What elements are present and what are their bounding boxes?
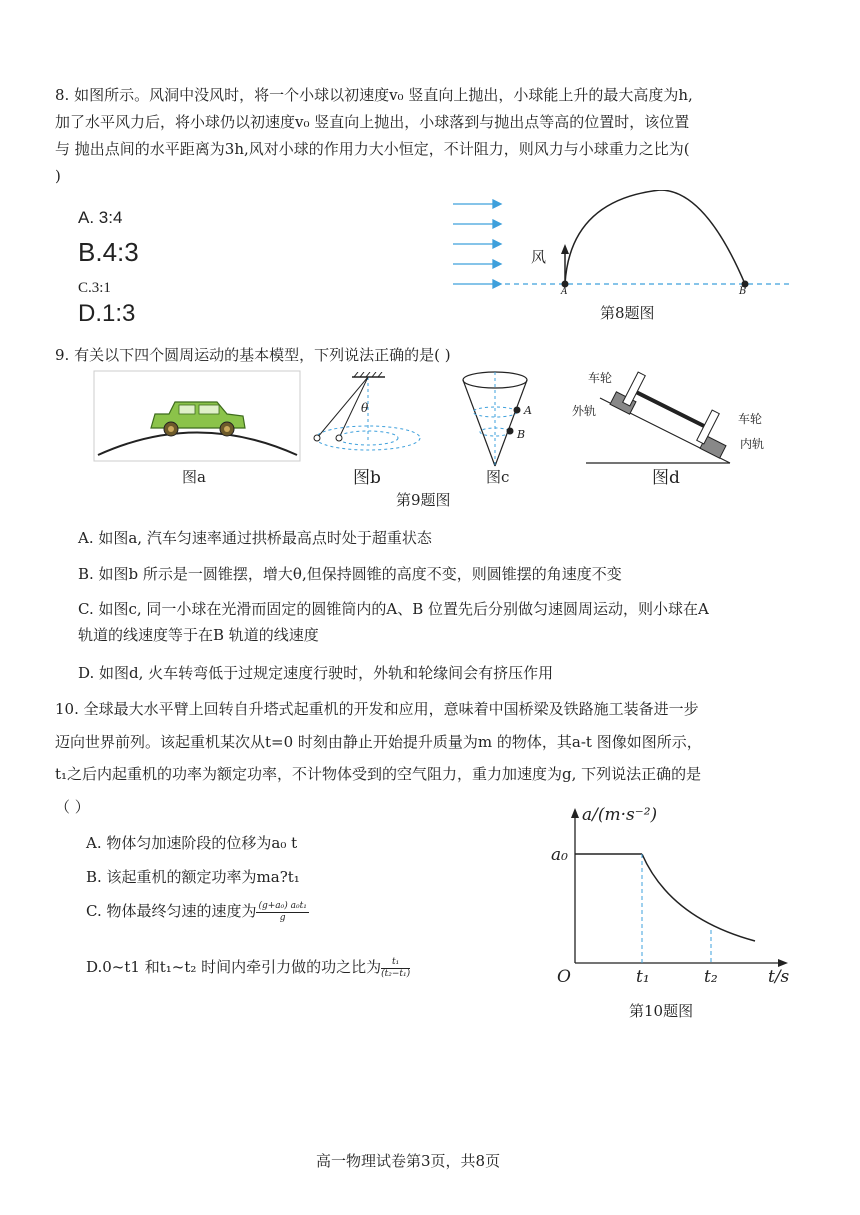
- q8-figure: [445, 190, 805, 295]
- q9-fig-d-outer-rail: 外轨: [572, 404, 597, 418]
- q10-caption: 第10题图: [629, 1002, 694, 1020]
- q9-figure-a: [93, 370, 301, 462]
- q10-graph-origin: O: [557, 967, 571, 987]
- q10-option-d-text: D.0~t1 和t₁~t₂ 时间内牵引力做的功之比为: [86, 958, 382, 976]
- q10-stem-line2: 迈向世界前列。该起重机某次从t=0 时刻由静止开始提升质量为m 的物体，其a-t 图像如图所示，: [55, 733, 702, 751]
- q9-fig-d-inner-rail: 内轨: [740, 437, 765, 451]
- q8-stem-line1: 8. 如图所示。风洞中没风时，将一个小球以初速度v₀ 竖直向上抛出，小球能上升的最大高度为h,: [55, 86, 693, 104]
- q9-option-c-line1: C. 如图c, 同一小球在光滑而固定的圆锥筒内的A、B 位置先后分别做匀速圆周运动，则小球在A: [78, 600, 709, 618]
- q9-figure-b: [307, 372, 432, 462]
- q9-fig-b-theta: θ: [361, 401, 369, 415]
- q10-option-c-text: C. 物体最终匀速的速度为: [86, 902, 257, 920]
- q9-figure-c: [455, 368, 545, 468]
- q9-label-fig-c: 图c: [486, 468, 510, 486]
- q9-option-c-line2: 轨道的线速度等于在B 轨道的线速度: [78, 626, 319, 644]
- q10-option-d-fraction: $\frac{\text{t₁}}{\text{(t₂−t₁)}}$: [381, 956, 411, 979]
- q10-graph-ylabel: a/(m·s⁻²): [582, 805, 658, 825]
- q9-caption: 第9题图: [396, 491, 451, 509]
- q8-caption: 第8题图: [600, 304, 655, 322]
- q8-option-d: D.1:3: [78, 300, 136, 327]
- q10-option-c-fraction: $\frac{\text{(g+a₀) a₀t₁}}{g}$: [258, 900, 307, 923]
- q9-fig-c-point-a: A: [524, 404, 532, 417]
- q10-graph-t1: t₁: [636, 967, 650, 987]
- q10-graph-t2: t₂: [704, 967, 718, 987]
- q8-stem-line4: ): [55, 167, 61, 185]
- q10-option-b: B. 该起重机的额定功率为ma?t₁: [86, 868, 300, 886]
- page-footer: 高一物理试卷第3页，共8页: [316, 1152, 501, 1170]
- q10-graph-xlabel: t/s: [768, 967, 790, 987]
- q8-stem-line2: 加了水平风力后，将小球仍以初速度v₀ 竖直向上抛出，小球落到与抛出点等高的位置时，该位置: [55, 113, 690, 131]
- q8-fig-point-b: B: [739, 286, 747, 295]
- q10-stem-line4: （ ）: [55, 798, 90, 816]
- q10-at-graph: [540, 798, 800, 993]
- q8-option-a: A. 3:4: [78, 208, 123, 227]
- q9-label-fig-d: 图d: [652, 468, 680, 488]
- q8-stem-line3: 与 抛出点间的水平距离为3h,风对小球的作用力大小恒定，不计阻力，则风力与小球重力之比为(: [55, 140, 690, 158]
- q10-option-a: A. 物体匀加速阶段的位移为a₀ t: [86, 834, 298, 852]
- q10-option-c: [86, 898, 309, 925]
- q10-graph-a0: a₀: [551, 845, 568, 865]
- q9-fig-d-wheel-label-2: 车轮: [738, 412, 763, 426]
- q9-label-fig-b: 图b: [353, 468, 381, 488]
- q9-option-d: D. 如图d, 火车转弯低于过规定速度行驶时，外轨和轮缘间会有挤压作用: [78, 664, 554, 682]
- q10-stem-line1: 10. 全球最大水平臂上回转自升塔式起重机的开发和应用，意味着中国桥梁及铁路施工装备进一步: [55, 700, 699, 718]
- q8-fig-point-a: A: [561, 287, 568, 295]
- q9-fig-d-wheel-label-1: 车轮: [588, 371, 613, 385]
- q8-option-b: B.4:3: [78, 237, 139, 267]
- q10-stem-line3: t₁之后内起重机的功率为额定功率，不计物体受到的空气阻力，重力加速度为g, 下列说法正确的是: [55, 765, 702, 783]
- q9-option-b: B. 如图b 所示是一圆锥摆，增大θ,但保持圆锥的高度不变，则圆锥摆的角速度不变: [78, 565, 622, 583]
- q9-stem: 9. 有关以下四个圆周运动的基本模型，下列说法正确的是( ): [55, 346, 451, 364]
- q9-option-a: A. 如图a, 汽车匀速率通过拱桥最高点时处于超重状态: [78, 529, 432, 547]
- q9-figure-d: [570, 368, 810, 466]
- q9-label-fig-a: 图a: [182, 468, 206, 486]
- q8-fig-wind-label: 风: [531, 248, 547, 266]
- q8-option-c: C.3:1: [78, 280, 111, 296]
- q10-option-d: [86, 954, 410, 981]
- q9-fig-c-point-b: B: [517, 428, 526, 441]
